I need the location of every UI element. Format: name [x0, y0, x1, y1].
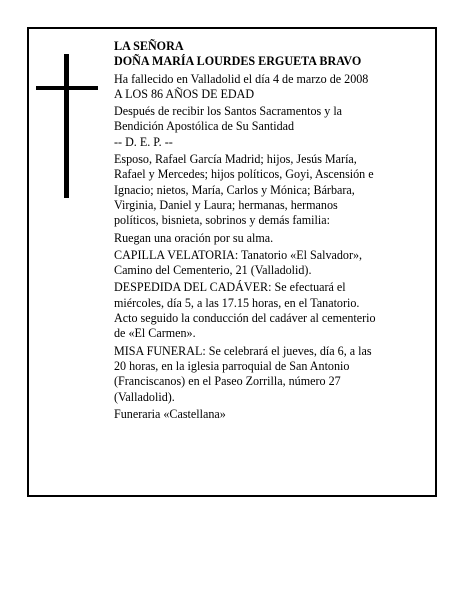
family-line-3: Ignacio; nietos, María, Carlos y Mónica; Bárbara,: [114, 182, 355, 197]
family-line-1: Esposo, Rafael García Madrid; hijos, Jesús María,: [114, 152, 357, 167]
farewell-line-4: de «El Carmen».: [114, 326, 196, 341]
funeral-home: Funeraria «Castellana»: [114, 406, 226, 421]
sacraments-line-2: Bendición Apostólica de Su Santidad: [114, 119, 295, 134]
farewell-line-1: DESPEDIDA DEL CADÁVER: Se efectuará el: [114, 280, 346, 295]
obituary-text: [114, 39, 414, 422]
death-date-line: Ha fallecido en Valladolid el día 4 de marzo de 2008: [114, 71, 369, 86]
farewell-line-3: Acto seguido la conducción del cadáver al cementerio: [114, 311, 376, 326]
cross-horizontal-bar: [36, 86, 98, 90]
prayer-request: Ruegan una oración por su alma.: [114, 230, 274, 245]
rip-line: -- D. E. P. --: [114, 134, 173, 149]
funeral-line-1: MISA FUNERAL: Se celebrará el jueves, día 6, a las: [114, 343, 372, 358]
funeral-line-2: 20 horas, en la iglesia parroquial de San Antonio: [114, 358, 350, 373]
farewell-line-2: miércoles, día 5, a las 17.15 horas, en el Tanatorio.: [114, 295, 360, 310]
deceased-name: DOÑA MARÍA LOURDES ERGUETA BRAVO: [114, 54, 362, 69]
cross-icon: [36, 54, 98, 198]
funeral-line-4: (Valladolid).: [114, 389, 175, 404]
cross-vertical-bar: [64, 54, 69, 198]
sacraments-line-1: Después de recibir los Santos Sacramentos y la: [114, 104, 343, 119]
chapel-line-2: Camino del Cementerio, 21 (Valladolid).: [114, 263, 312, 278]
family-line-4: Virginia, Daniel y Laura; hermanas, hermanos: [114, 197, 338, 212]
family-line-5: políticos, bisnieta, sobrinos y demás familia:: [114, 213, 330, 228]
heading-line-1: LA SEÑORA: [114, 39, 184, 53]
chapel-line-1: CAPILLA VELATORIA: Tanatorio «El Salvador»,: [114, 247, 363, 262]
funeral-line-3: (Franciscanos) en el Paseo Zorrilla, número 27: [114, 374, 341, 389]
family-line-2: Rafael y Mercedes; hijos políticos, Goyi, Ascensión e: [114, 167, 374, 182]
age-line: A LOS 86 AÑOS DE EDAD: [114, 86, 255, 101]
